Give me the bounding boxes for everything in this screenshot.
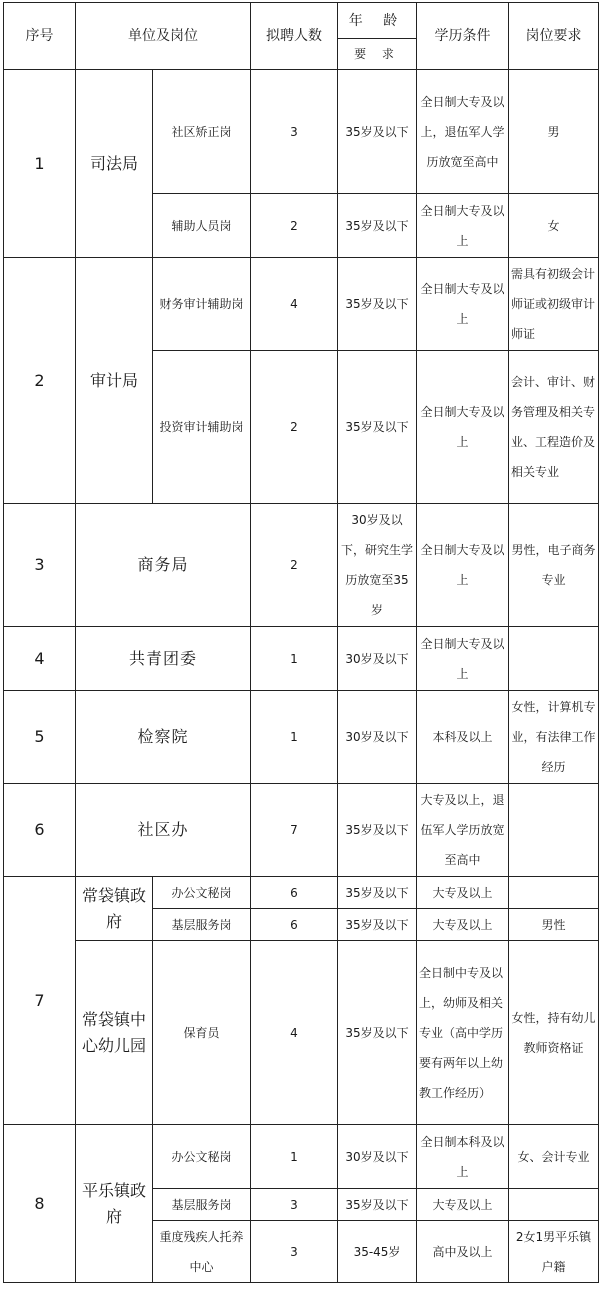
row-count: 3 [251,70,338,194]
row-age: 35岁及以下 [338,877,417,909]
row-seq: 5 [4,691,76,784]
row-edu: 大专及以上，退伍军人学历放宽至高中 [417,784,509,877]
row-edu: 大专及以上 [417,877,509,909]
header-count: 拟聘人数 [251,3,338,70]
row-age: 30岁及以下 [338,691,417,784]
row-req: 2女1男平乐镇户籍 [509,1221,599,1283]
row-req: 男性，电子商务专业 [509,504,599,627]
row-age: 35岁及以下 [338,70,417,194]
row-age: 35岁及以下 [338,941,417,1125]
row-edu: 全日制大专及以上 [417,258,509,351]
row-count: 6 [251,877,338,909]
row-post: 社区矫正岗 [153,70,251,194]
row-seq: 7 [4,877,76,1125]
row-edu: 高中及以上 [417,1221,509,1283]
header-seq: 序号 [4,3,76,70]
row-edu: 全日制大专及以上 [417,504,509,627]
row-count: 3 [251,1221,338,1283]
row-edu: 本科及以上 [417,691,509,784]
row-count: 2 [251,351,338,504]
row-post: 办公文秘岗 [153,1125,251,1189]
row-edu: 大专及以上 [417,909,509,941]
row-age: 30岁及以下 [338,1125,417,1189]
row-req [509,1189,599,1221]
row-age: 35岁及以下 [338,194,417,258]
row-unit: 司法局 [76,70,153,258]
header-unit: 单位及岗位 [76,3,251,70]
row-edu: 全日制中专及以上，幼师及相关专业（高中学历要有两年以上幼教工作经历） [417,941,509,1125]
recruitment-table [3,2,599,1283]
row-count: 6 [251,909,338,941]
header-edu: 学历条件 [417,3,509,70]
row-edu: 全日制大专及以上 [417,627,509,691]
row-post: 保育员 [153,941,251,1125]
row-count: 1 [251,1125,338,1189]
row-req: 会计、审计、财务管理及相关专业、工程造价及相关专业 [509,351,599,504]
row-age: 35-45岁 [338,1221,417,1283]
row-post: 辅助人员岗 [153,194,251,258]
row-age: 35岁及以下 [338,1189,417,1221]
row-seq: 3 [4,504,76,627]
row-age: 30岁及以下，研究生学历放宽至35岁 [338,504,417,627]
row-seq: 4 [4,627,76,691]
row-seq: 2 [4,258,76,504]
row-age: 30岁及以下 [338,627,417,691]
row-req: 男 [509,70,599,194]
row-count: 2 [251,194,338,258]
row-unit: 平乐镇政府 [76,1125,153,1283]
row-req: 女性，计算机专业，有法律工作经历 [509,691,599,784]
header-req: 岗位要求 [509,3,599,70]
row-req [509,627,599,691]
row-req [509,877,599,909]
row-post: 重度残疾人托养中心 [153,1221,251,1283]
row-count: 3 [251,1189,338,1221]
row-edu: 全日制大专及以上 [417,194,509,258]
row-count: 1 [251,627,338,691]
row-count: 4 [251,941,338,1125]
row-req: 女 [509,194,599,258]
row-unit: 共青团委 [76,627,251,691]
row-post: 财务审计辅助岗 [153,258,251,351]
row-count: 1 [251,691,338,784]
row-unit: 商务局 [76,504,251,627]
row-req: 男性 [509,909,599,941]
row-edu: 大专及以上 [417,1189,509,1221]
row-unit: 审计局 [76,258,153,504]
row-req: 女、会计专业 [509,1125,599,1189]
row-unit: 常袋镇政府 [76,877,153,941]
row-age: 35岁及以下 [338,351,417,504]
row-seq: 1 [4,70,76,258]
row-post: 基层服务岗 [153,1189,251,1221]
row-unit: 社区办 [76,784,251,877]
row-age: 35岁及以下 [338,784,417,877]
row-unit: 检察院 [76,691,251,784]
row-seq: 8 [4,1125,76,1283]
row-count: 4 [251,258,338,351]
header-age-bottom: 要 求 [338,39,417,70]
row-age: 35岁及以下 [338,909,417,941]
header-age-top: 年 龄 [338,3,417,39]
row-unit: 常袋镇中心幼儿园 [76,941,153,1125]
row-post: 基层服务岗 [153,909,251,941]
row-seq: 6 [4,784,76,877]
row-post: 投资审计辅助岗 [153,351,251,504]
row-age: 35岁及以下 [338,258,417,351]
row-req: 女性，持有幼儿教师资格证 [509,941,599,1125]
row-edu: 全日制大专及以上，退伍军人学历放宽至高中 [417,70,509,194]
row-count: 2 [251,504,338,627]
row-req [509,784,599,877]
row-post: 办公文秘岗 [153,877,251,909]
row-count: 7 [251,784,338,877]
row-edu: 全日制大专及以上 [417,351,509,504]
row-req: 需具有初级会计师证或初级审计师证 [509,258,599,351]
row-edu: 全日制本科及以上 [417,1125,509,1189]
